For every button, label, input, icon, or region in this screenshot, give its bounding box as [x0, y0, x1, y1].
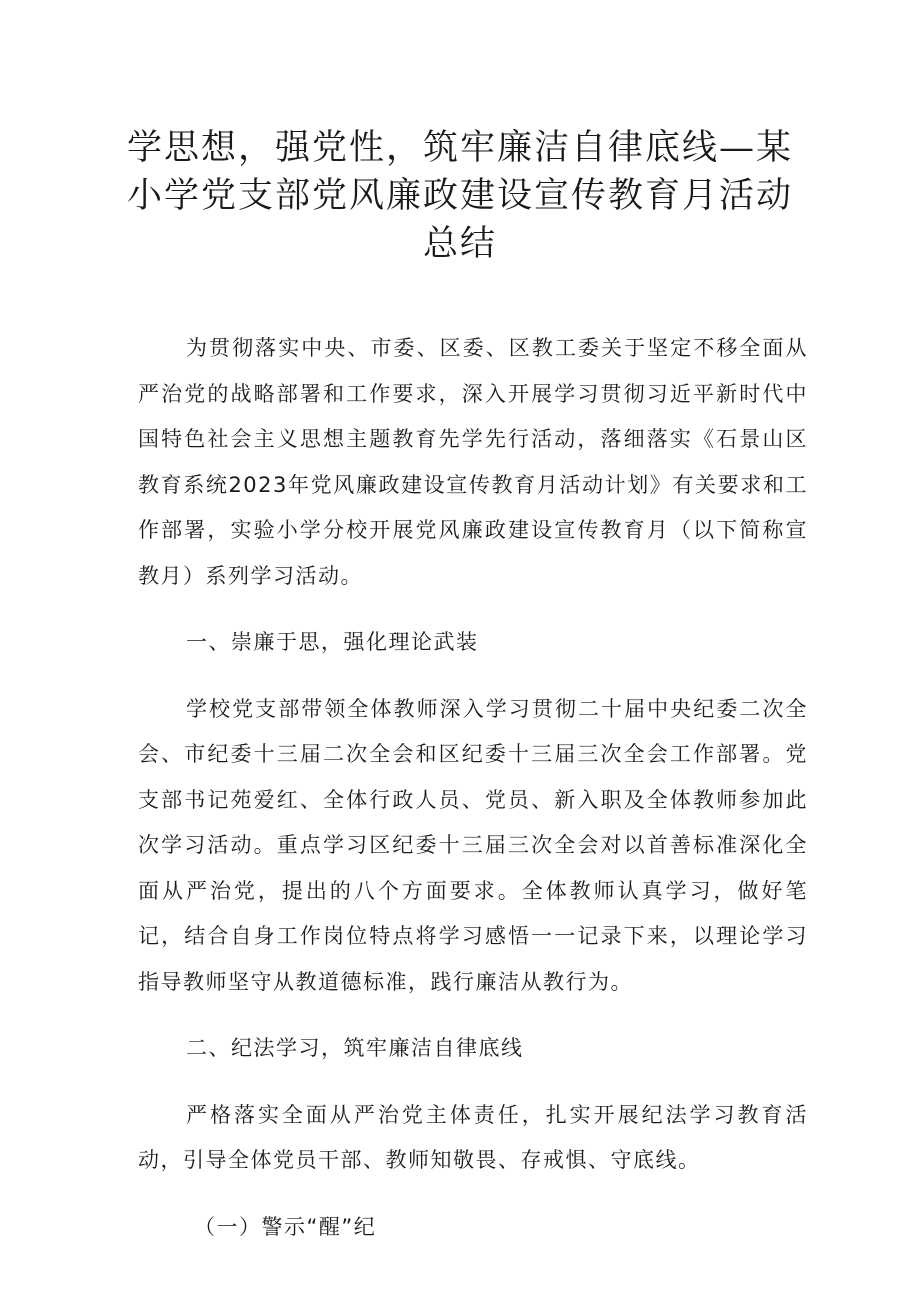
section-2-heading: 二、纪法学习，筑牢廉洁自律底线 [186, 1036, 524, 1060]
intro-paragraph: 为贯彻落实中央、市委、区委、区教工委关于坚定不移全面从严治党的战略部署和工作要求，深入开展学习贯彻习近平新时代中国特色社会主义思想主题教育先学先行活动，落细落实《石景山区教育系统2023年党风廉政建设宣传教育月活动计划》有关要求和工作部署，实验小学分校开展党风廉政建设宣传教育月（以下简称宣教月）系列学习活动。 [138, 336, 808, 588]
section-1-paragraph: 学校党支部带领全体教师深入学习贯彻二十届中央纪委二次全会、市纪委十三届二次全会和区纪委十三届三次全会工作部署。党支部书记苑爱红、全体行政人员、党员、新入职及全体教师参加此次学习活动。重点学习区纪委十三届三次全会对以首善标准深化全面从严治党，提出的八个方面要求。全体教师认真学习，做好笔记，结合自身工作岗位特点将学习感悟一一记录下来，以理论学习指导教师坚守从教道德标准，践行廉洁从教行为。 [138, 696, 808, 994]
document-title: 学思想，强党性，筑牢廉洁自律底线—某小学党支部党风廉政建设宣传教育月活动总结 [126, 128, 793, 264]
section-2-paragraph: 严格落实全面从严治党主体责任，扎实开展纪法学习教育活动，引导全体党员干部、教师知敬畏、存戒惧、守底线。 [138, 1102, 808, 1172]
subsection-1-heading: （一）警示“醒”纪 [194, 1214, 377, 1239]
section-1-heading: 一、崇廉于思，强化理论武装 [186, 630, 479, 654]
document-body [138, 326, 808, 1271]
